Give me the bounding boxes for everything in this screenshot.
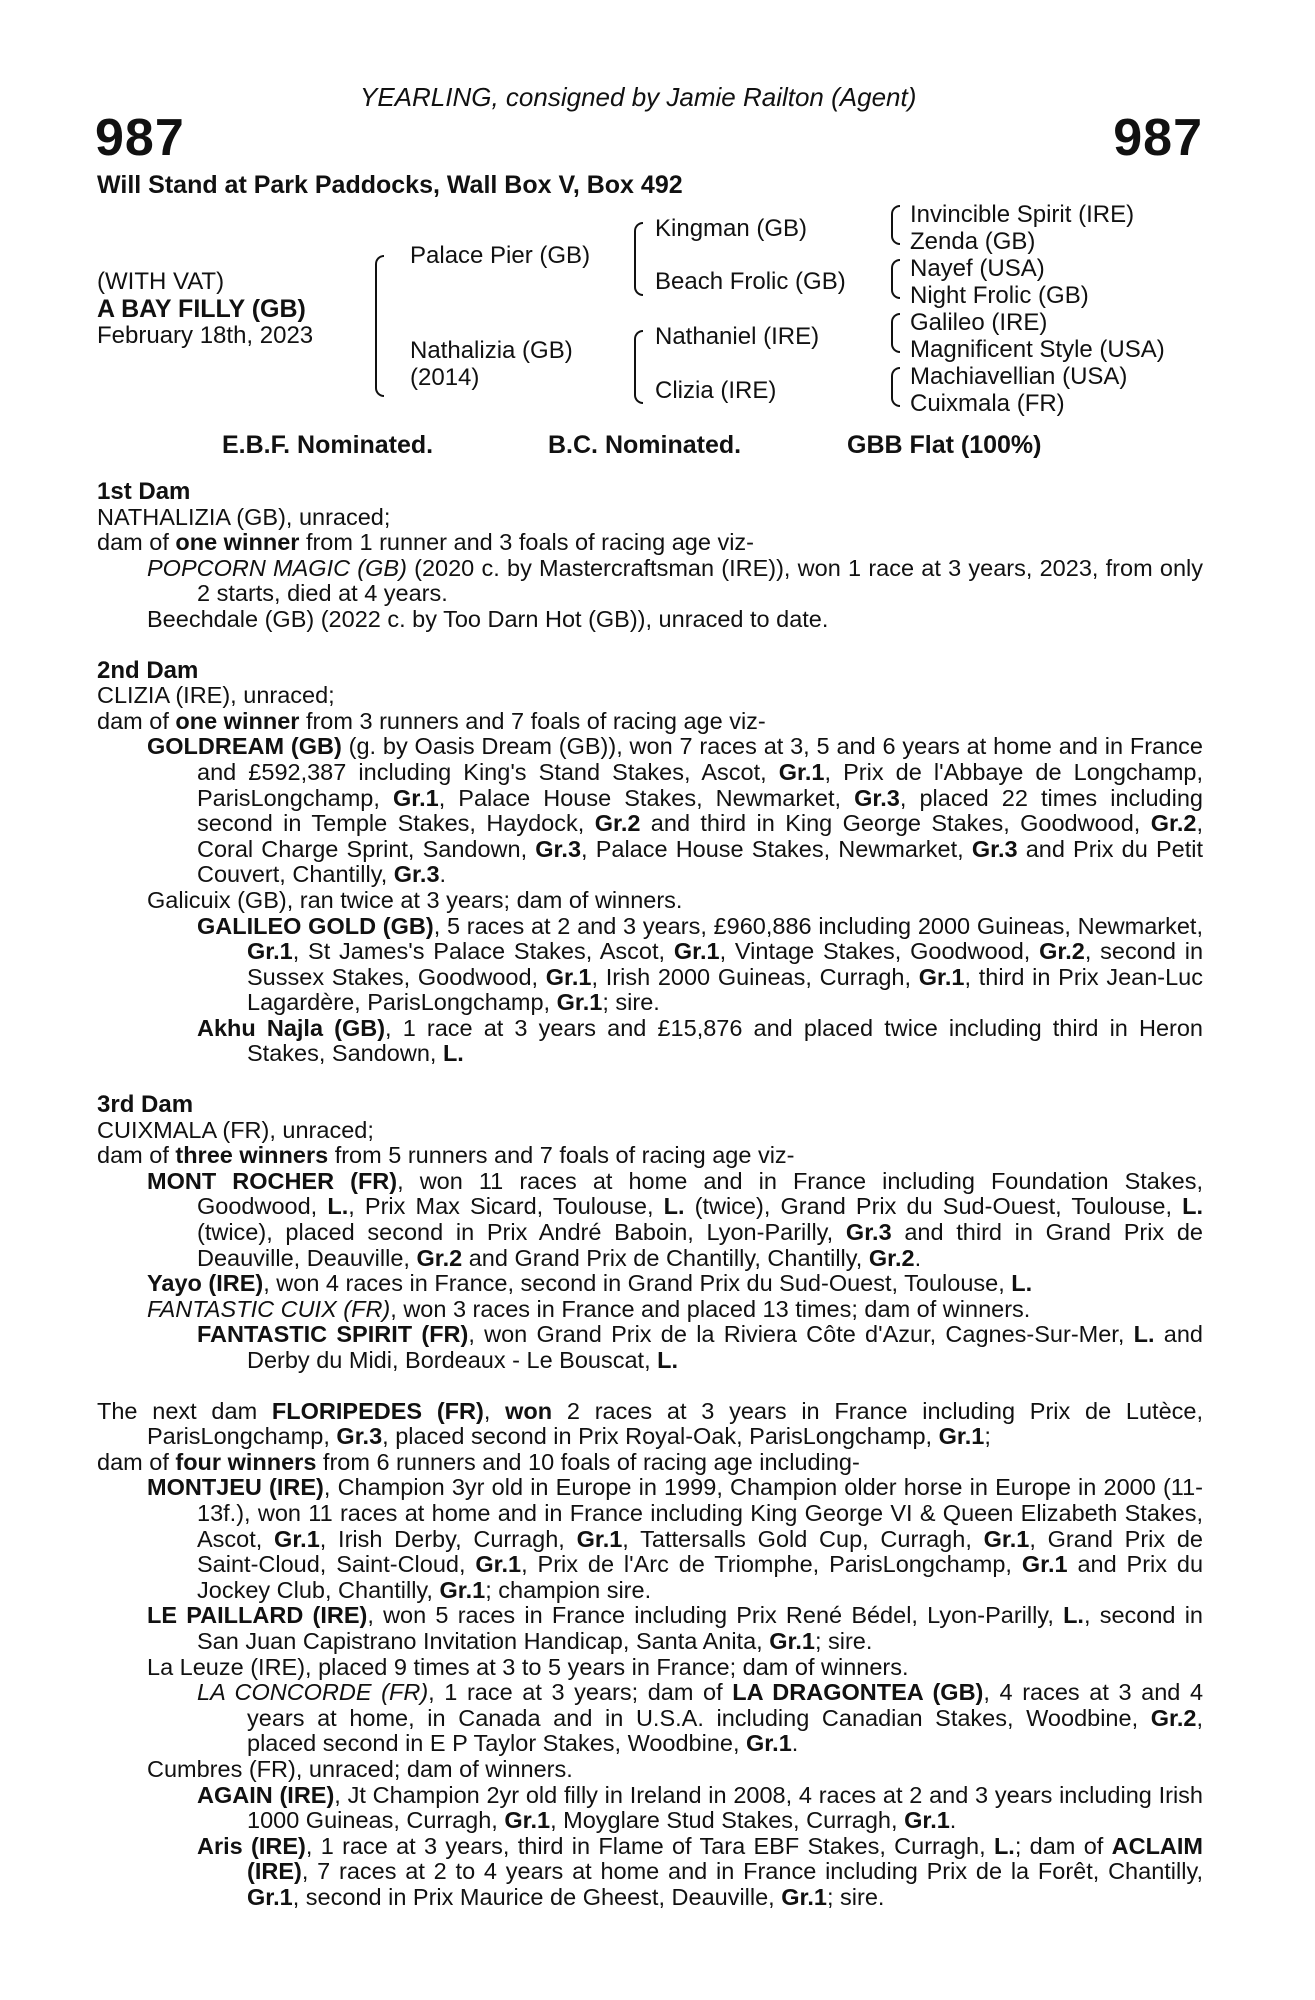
grandsire-2: Nathaniel (IRE) bbox=[655, 323, 820, 350]
pedigree-entry: Cumbres (FR), unraced; dam of winners. bbox=[147, 1755, 573, 1782]
pedigree-entry: AGAIN (IRE), Jt Champion 2yr old filly in Ireland in 2008, 4 races at 2 and 3 years including Irish 1000 Guineas, Curragh, Gr.1, Moyglare Stud Stakes, Curragh, Gr.1. bbox=[197, 1781, 1203, 1834]
pedigree-entry: La Leuze (IRE), placed 9 times at 3 to 5 years in France; dam of winners. bbox=[147, 1653, 909, 1680]
ggs-1: Invincible Spirit (IRE) bbox=[910, 201, 1135, 228]
brace-main bbox=[375, 255, 384, 397]
pedigree-entry: GALILEO GOLD (GB), 5 races at 2 and 3 years, £960,886 including 2000 Guineas, Newmarket, Gr.1, St James's Palace Stakes, Ascot, Gr.1, Vintage Stakes, Goodwood, Gr.2, second in Sussex Stakes, Goodwood, Gr.1, Irish 2000 Guineas, Curragh, Gr.1, third in Prix Jean-Luc Lagardère, ParisLongchamp, Gr.1; sire. bbox=[197, 912, 1204, 1016]
pedigree-entry: dam of four winners from 6 runners and 10 foals of racing age including- bbox=[97, 1448, 860, 1475]
brace-gg2 bbox=[891, 259, 900, 299]
pedigree-entry: The next dam FLORIPEDES (FR), won 2 races at 3 years in France including Prix de Lutèce, ParisLongchamp, Gr.3, placed second in Prix Royal-Oak, ParisLongchamp, Gr.1; bbox=[97, 1397, 1204, 1450]
pedigree-entry: MONTJEU (IRE), Champion 3yr old in Europe in 1999, Champion older horse in Europe in 2000 (11-13f.), won 11 races at home and in France including King George VI & Queen Elizabeth Stakes, Ascot, Gr.1, Irish Derby, Curragh, Gr.1, Tattersalls Gold Cup, Curragh, Gr.1, Grand Prix de Saint-Cloud, Saint-Cloud, Gr.1, Prix de l'Arc de Triomphe, ParisLongchamp, Gr.1 and Prix du Jockey Club, Chantilly, Gr.1; champion sire. bbox=[147, 1474, 1204, 1603]
stabling-info: Will Stand at Park Paddocks, Wall Box V, Box 492 bbox=[97, 171, 683, 199]
first-dam-heading: 1st Dam bbox=[97, 478, 191, 505]
next-dam-section bbox=[97, 1399, 1203, 1911]
pedigree-entry: dam of one winner from 3 runners and 7 foals of racing age viz- bbox=[97, 707, 766, 734]
foaling-date: February 18th, 2023 bbox=[97, 322, 314, 349]
lot-name: A BAY FILLY (GB) bbox=[97, 295, 306, 323]
ggs-2: Nayef (USA) bbox=[910, 255, 1045, 282]
pedigree-entry: MONT ROCHER (FR), won 11 races at home and in France including Foundation Stakes, Goodwood, L., Prix Max Sicard, Toulouse, L. (twice), Grand Prix du Sud-Ouest, Toulouse, L. (twice), placed second in Prix André Baboin, Lyon-Parilly, Gr.3 and third in Grand Prix de Deauville, Deauville, Gr.2 and Grand Prix de Chantilly, Chantilly, Gr.2. bbox=[147, 1167, 1204, 1271]
pedigree-entry: NATHALIZIA (GB), unraced; bbox=[97, 503, 391, 530]
ggd-4: Cuixmala (FR) bbox=[910, 390, 1065, 417]
pedigree-entry: Akhu Najla (GB), 1 race at 3 years and £15,876 and placed twice including third in Heron Stakes, Sandown, L. bbox=[197, 1014, 1203, 1067]
third-dam-heading: 3rd Dam bbox=[97, 1091, 194, 1119]
pedigree-entry: dam of three winners from 5 runners and 7 foals of racing age viz- bbox=[97, 1142, 795, 1169]
pedigree-entry: LA CONCORDE (FR), 1 race at 3 years; dam of LA DRAGONTEA (GB), 4 races at 3 and 4 years at home, in Canada and in U.S.A. including Canadian Stakes, Woodbine, Gr.2, placed second in E P Taylor Stakes, Woodbine, Gr.1. bbox=[197, 1679, 1204, 1757]
ggd-1: Zenda (GB) bbox=[910, 228, 1036, 255]
bc-nomination: B.C. Nominated. bbox=[548, 431, 742, 459]
first-dam-section bbox=[97, 479, 1203, 633]
second-dam-section bbox=[97, 658, 1203, 1068]
brace-gg3 bbox=[891, 313, 900, 353]
vat-note: (WITH VAT) bbox=[97, 268, 225, 295]
brace-dam bbox=[634, 330, 643, 404]
pedigree-entry: dam of one winner from 1 runner and 3 foals of racing age viz- bbox=[97, 529, 754, 556]
dam: Nathalizia (GB) bbox=[410, 337, 573, 364]
pedigree-entry: GOLDREAM (GB) (g. by Oasis Dream (GB)), won 7 races at 3, 5 and 6 years at home and in France and £592,387 including King's Stand Stakes, Ascot, Gr.1, Prix de l'Abbaye de Longchamp, ParisLongchamp, Gr.1, Palace House Stakes, Newmarket, Gr.3, placed 22 times including second in Temple Stakes, Haydock, Gr.2 and third in King George Stakes, Goodwood, Gr.2, Coral Charge Sprint, Sandown, Gr.3, Palace House Stakes, Newmarket, Gr.3 and Prix du Petit Couvert, Chantilly, Gr.3. bbox=[147, 733, 1203, 888]
grandsire-1: Kingman (GB) bbox=[655, 215, 808, 242]
pedigree-entry: Aris (IRE), 1 race at 3 years, third in Flame of Tara EBF Stakes, Curragh, L.; dam of ACLAIM (IRE), 7 races at 2 to 4 years at home and in France including Prix de la Forêt, Chantilly, Gr.1, second in Prix Maurice de Gheest, Deauville, Gr.1; sire. bbox=[197, 1832, 1203, 1910]
brace-sire bbox=[634, 222, 643, 296]
lot-number-left: 987 bbox=[95, 109, 185, 167]
catalogue-body bbox=[97, 479, 1203, 1935]
third-dam-section bbox=[97, 1092, 1203, 1374]
dam-year: (2014) bbox=[410, 364, 480, 391]
granddam-1: Beach Frolic (GB) bbox=[655, 268, 846, 295]
gbb-nomination: GBB Flat (100%) bbox=[847, 431, 1042, 459]
brace-gg1 bbox=[891, 205, 900, 245]
second-dam-heading: 2nd Dam bbox=[97, 656, 199, 684]
pedigree-entry: FANTASTIC SPIRIT (FR), won Grand Prix de la Riviera Côte d'Azur, Cagnes-Sur-Mer, L. and Derby du Midi, Bordeaux - Le Bouscat, L. bbox=[197, 1321, 1203, 1373]
ebf-nomination: E.B.F. Nominated. bbox=[222, 431, 434, 459]
pedigree-entry: Yayo (IRE), won 4 races in France, second in Grand Prix du Sud-Ouest, Toulouse, L. bbox=[147, 1270, 1033, 1297]
sire: Palace Pier (GB) bbox=[410, 242, 591, 269]
ggs-3: Galileo (IRE) bbox=[910, 309, 1048, 336]
ggd-2: Night Frolic (GB) bbox=[910, 282, 1089, 309]
lot-number-right: 987 bbox=[1113, 109, 1203, 167]
pedigree-entry: CLIZIA (IRE), unraced; bbox=[97, 682, 335, 709]
consignor-line: YEARLING, consigned by Jamie Railton (Agent) bbox=[360, 82, 917, 112]
pedigree-entry: CUIXMALA (FR), unraced; bbox=[97, 1116, 374, 1143]
pedigree-entry: Beechdale (GB) (2022 c. by Too Darn Hot (GB)), unraced to date. bbox=[147, 605, 829, 632]
brace-gg4 bbox=[891, 367, 900, 407]
pedigree-entry: FANTASTIC CUIX (FR), won 3 races in France and placed 13 times; dam of winners. bbox=[147, 1295, 1031, 1322]
granddam-2: Clizia (IRE) bbox=[655, 377, 777, 404]
ggd-3: Magnificent Style (USA) bbox=[910, 336, 1165, 363]
ggs-4: Machiavellian (USA) bbox=[910, 363, 1128, 390]
pedigree-entry: LE PAILLARD (IRE), won 5 races in France including Prix René Bédel, Lyon-Parilly, L., second in San Juan Capistrano Invitation Handicap, Santa Anita, Gr.1; sire. bbox=[147, 1602, 1204, 1654]
pedigree-entry: POPCORN MAGIC (GB) (2020 c. by Mastercraftsman (IRE)), won 1 race at 3 years, 2023, from only 2 starts, died at 4 years. bbox=[147, 554, 1203, 607]
pedigree-entry: Galicuix (GB), ran twice at 3 years; dam of winners. bbox=[147, 886, 683, 913]
